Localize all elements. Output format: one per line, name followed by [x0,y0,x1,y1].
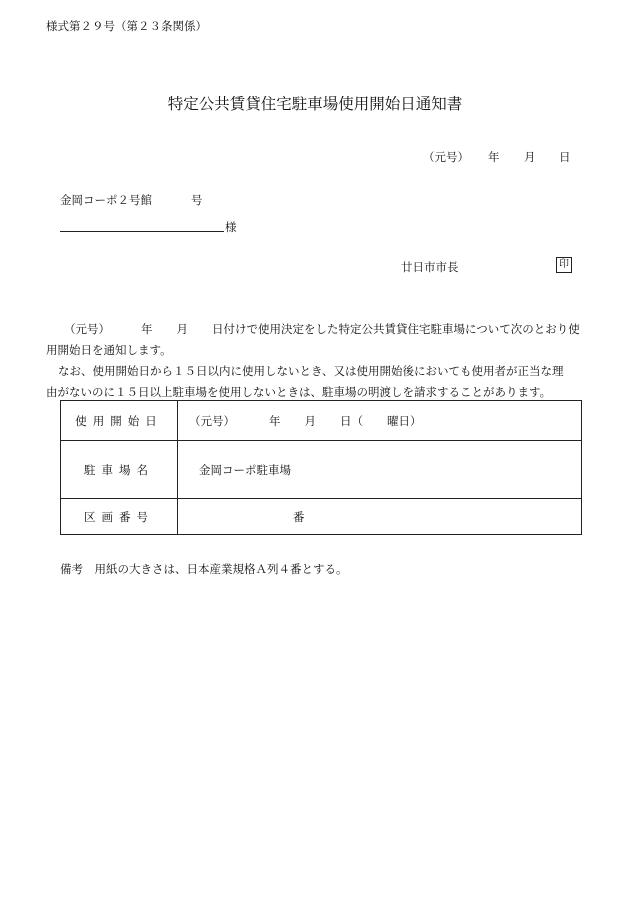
start-date-value [189,401,422,440]
paragraph-month: 月 [176,322,188,336]
recipient-name-line [60,231,224,232]
start-date-year: 年 [269,413,281,428]
issuer-title: 廿日市市長 [401,260,459,274]
paragraph-year: 年 [141,322,153,336]
remarks-note: 備考 用紙の大きさは、日本産業規格Ａ列４番とする。 [60,562,348,576]
date-day: 日 [559,150,571,164]
parking-name-label: 駐車場名 [61,441,178,498]
start-date-day: 日（ [340,413,363,428]
start-date-month: 月 [304,413,316,428]
paragraph-line [46,319,586,340]
paragraph-line: 由がないのに１５日以上駐車場を使用しないときは、駐車場の明渡しを請求することがあります。 [46,385,552,399]
lot-number-value: 番 [293,509,305,524]
table-row [61,401,581,441]
paragraph-line-text: 日付けで使用決定をした特定公共賃貸住宅駐車場について次のとおり使 [212,322,580,336]
form-number: 様式第２９号（第２３条関係） [46,19,207,33]
start-date-label: 使用開始日 [61,401,178,440]
paragraph-line [46,361,586,382]
lot-number-label: 区画番号 [61,499,178,534]
notice-paragraph [46,319,586,361]
paragraph-era: （元号） [64,322,110,336]
seal-mark: 印 [556,257,572,273]
warning-paragraph [46,361,586,403]
date-year: 年 [488,150,500,164]
parking-name-value: 金岡コーポ駐車場 [199,462,291,477]
address-building: 金岡コーポ２号館 [60,193,152,207]
start-date-era: （元号） [189,413,235,428]
info-table [60,400,582,535]
date-era: （元号） [423,150,469,164]
table-row [61,499,581,534]
paragraph-line-text: なお、使用開始日から１５日以内に使用しないとき、又は使用開始後においても使用者が正当な理 [58,364,564,378]
date-month: 月 [524,150,536,164]
table-row [61,441,581,499]
paragraph-line: 用開始日を通知します。 [46,343,172,357]
address-room: 号 [191,193,203,207]
document-title: 特定公共賃貸住宅駐車場使用開始日通知書 [167,95,463,113]
start-date-weekday: 曜日） [387,413,422,428]
recipient-suffix: 様 [225,220,237,234]
